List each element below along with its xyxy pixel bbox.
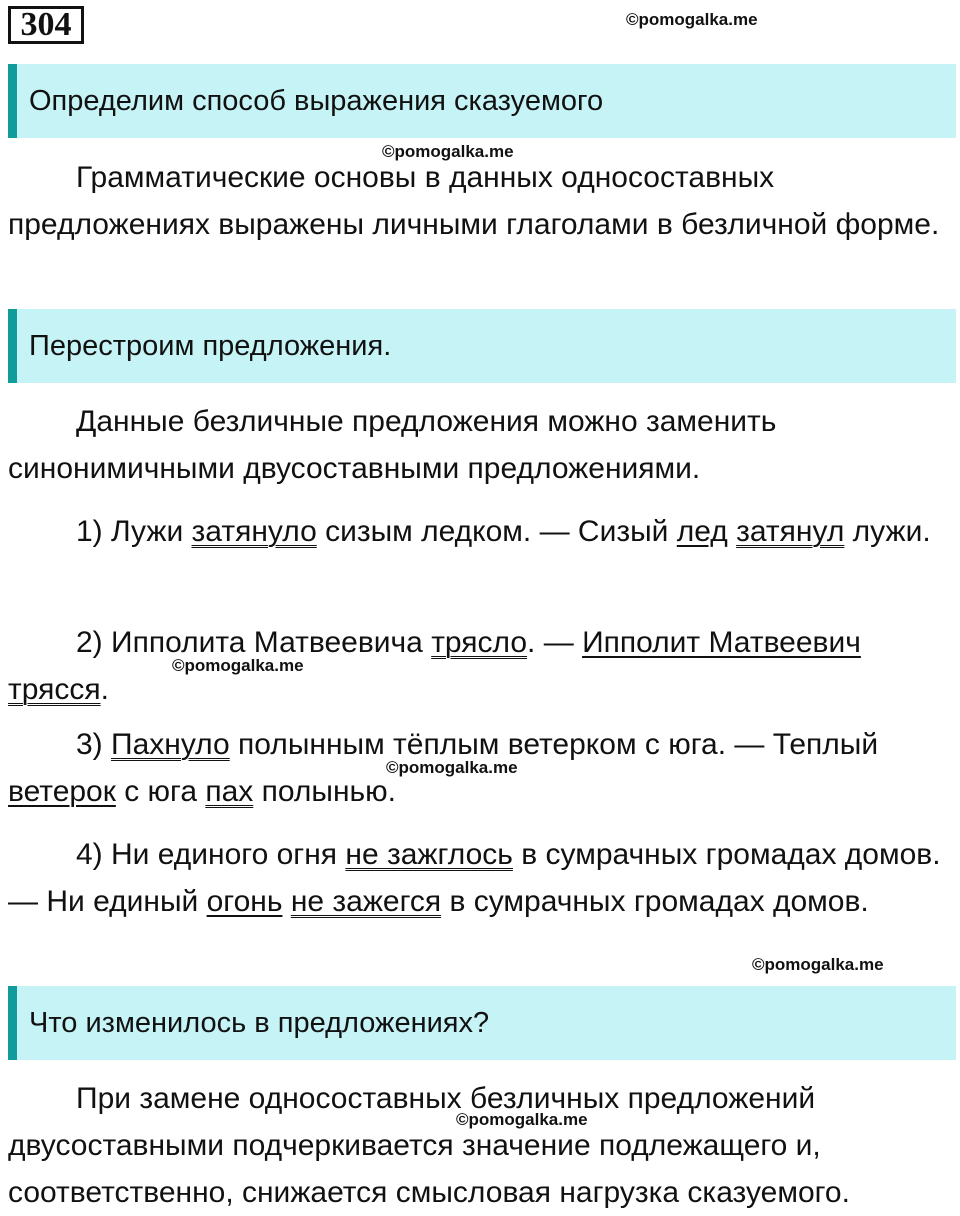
subject: Ипполит Матвеевич: [582, 626, 861, 659]
predicate: затянул: [736, 515, 845, 548]
example-1: 1) Лужи затянуло сизым ледком. — Сизый лед затянул лужи.: [76, 515, 931, 548]
watermark: ©pomogalka.me: [386, 758, 518, 777]
watermark: ©pomogalka.me: [752, 955, 884, 974]
example-4: 4) Ни единого огня не зажглось в сумрачных громадах домов. — Ни единый огонь не зажегся в сумрачных громадах домов.: [8, 838, 941, 918]
predicate: затянуло: [191, 515, 317, 548]
subject: огонь: [206, 885, 283, 918]
watermark: ©pomogalka.me: [382, 142, 514, 161]
section-heading-changes: Что изменилось в предложениях?: [8, 986, 956, 1060]
predicate: не зажегся: [290, 885, 442, 918]
subject: лед: [676, 515, 728, 548]
section-heading-rebuild: Перестроим предложения.: [8, 309, 956, 383]
predicate: трясло: [431, 626, 528, 659]
predicate: Пахнуло: [111, 728, 230, 761]
section-heading-predicate: Определим способ выражения сказуемого: [8, 64, 956, 138]
example-3: 3) Пахнуло полынным тёплым ветерком с юга. — Теплый ветерок с юга пах полынью.: [8, 728, 879, 808]
watermark: ©pomogalka.me: [626, 10, 758, 29]
watermark: ©pomogalka.me: [172, 656, 304, 675]
predicate-explanation: Грамматические основы в данных односоставных предложениях выражены личными глаголами в безличной форме.: [8, 161, 940, 241]
example-2: 2) Ипполита Матвеевича трясло. — Ипполит Матвеевич трясся.: [8, 626, 861, 706]
predicate: не зажглось: [345, 838, 513, 871]
exercise-number: 304: [8, 6, 84, 44]
changes-explanation: При замене односоставных безличных предложений двусоставными подчеркивается значение подлежащего и, соответственно, снижается смысловая нагрузка сказуемого.: [8, 1082, 850, 1209]
subject: ветерок: [8, 775, 116, 808]
predicate: трясся: [8, 673, 101, 706]
rebuild-intro: Данные безличные предложения можно заменить синонимичными двусоставными предложениями.: [8, 405, 777, 485]
predicate: пах: [205, 775, 254, 808]
watermark: ©pomogalka.me: [456, 1110, 588, 1129]
